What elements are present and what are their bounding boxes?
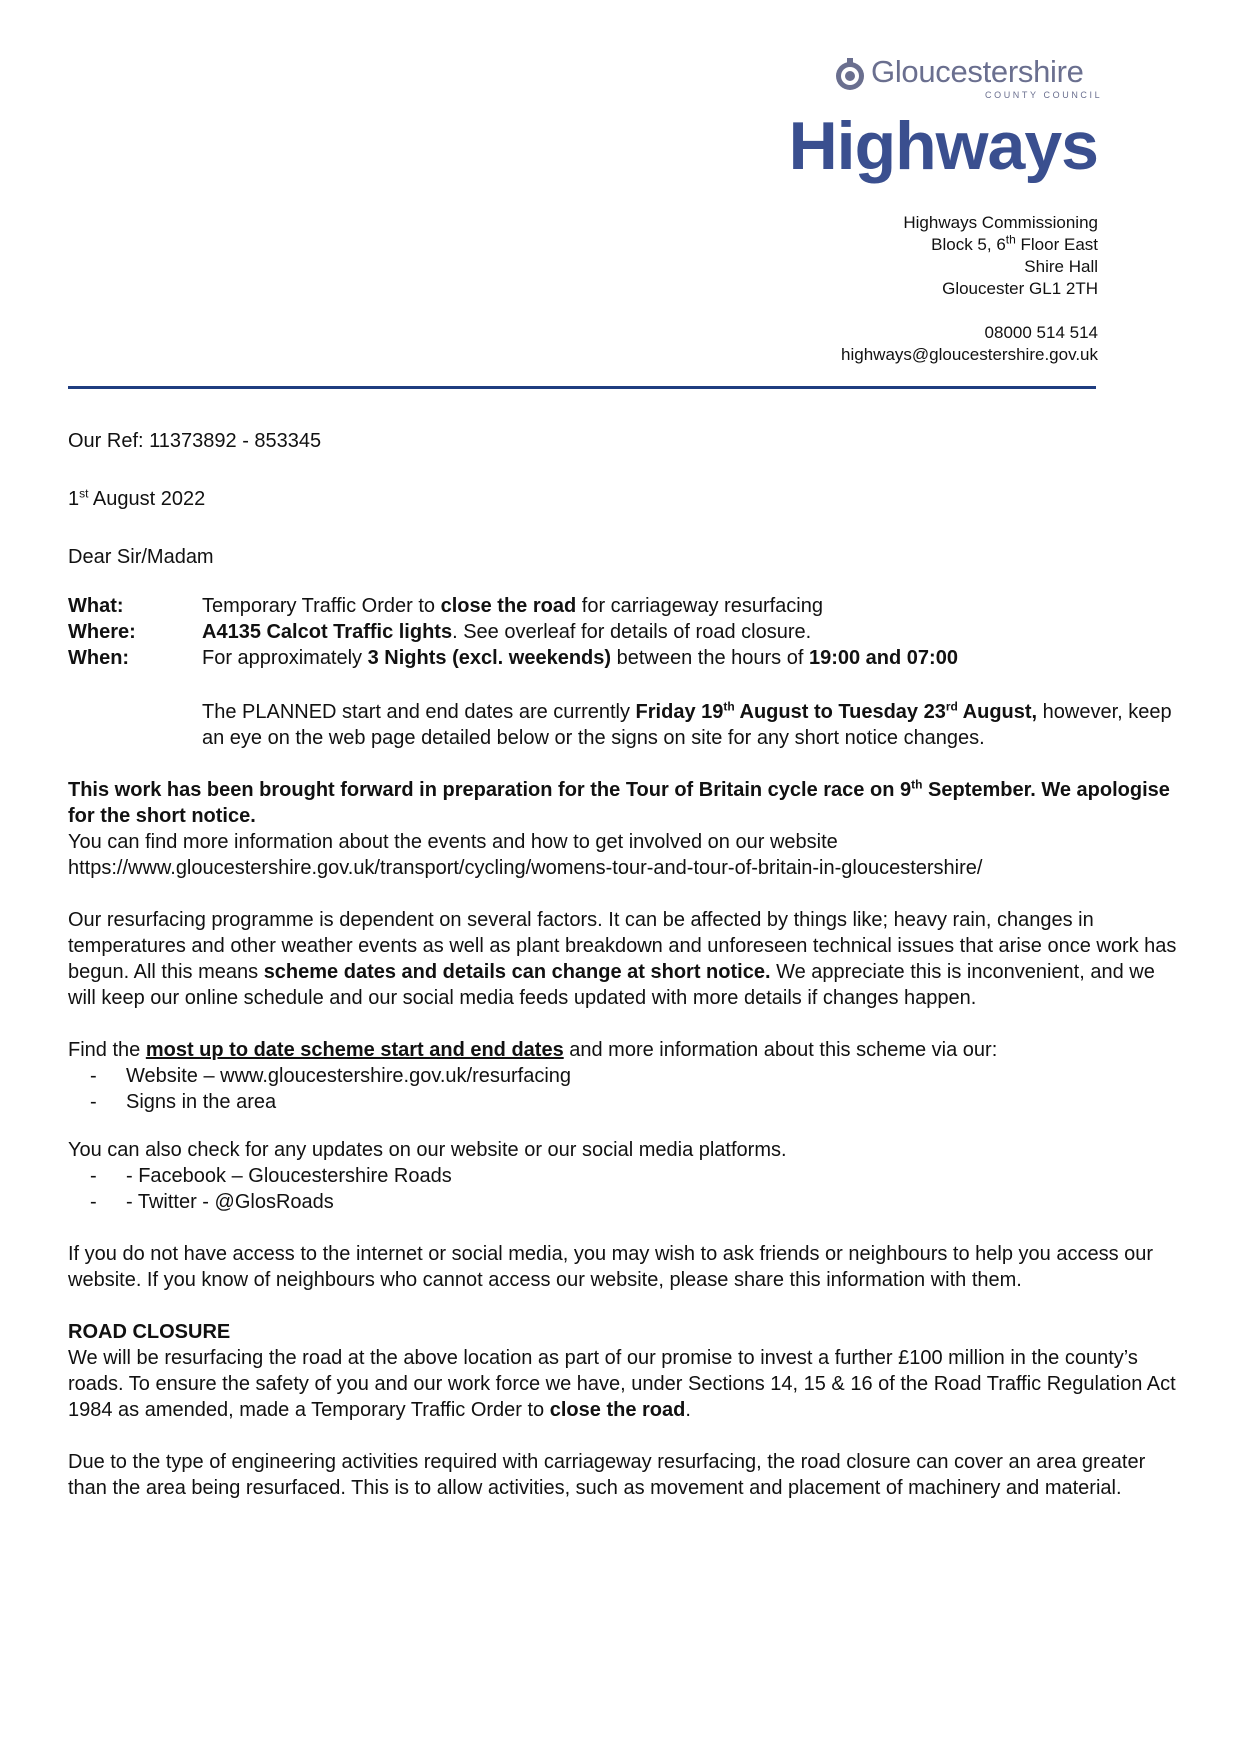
list-item: - Website – www.gloucestershire.gov.uk/resurfacing <box>90 1065 572 1087</box>
find-paragraph: Find the most up to date scheme start and end dates and more information about this scheme via our: <box>68 1039 998 1061</box>
brought-forward-notice: This work has been brought forward in preparation for the Tour of Britain cycle race on 9th September. We apologise for the short notice. <box>68 777 1170 827</box>
department-title: Highways <box>788 108 1098 184</box>
closure-paragraph: We will be resurfacing the road at the above location as part of our promise to invest a further £100 million in the county’s roads. To ensure the safety of you and our work force we have, under Sections 14, 15 & 16 of the Road Traffic Regulation Act 1984 as amended, made a Temporary Traffic Order to close the road. <box>68 1347 1176 1421</box>
address-line: Shire Hall <box>1024 257 1098 276</box>
what-row: What: Temporary Traffic Order to close the road for carriageway resurfacing <box>68 595 823 617</box>
letter-date: 1st August 2022 <box>68 486 206 510</box>
planned-dates: The PLANNED start and end dates are currently Friday 19th August to Tuesday 23rd August, however, keep an eye on the web page detailed below or the signs on site for any short notice changes. <box>202 699 1172 749</box>
social-list <box>68 1163 1178 1215</box>
list-item: - - Facebook – Gloucestershire Roads <box>90 1165 452 1187</box>
council-logo <box>833 52 1103 104</box>
address-line: Highways Commissioning <box>903 213 1098 232</box>
address-line: Block 5, 6th Floor East <box>931 232 1098 254</box>
email-address: highways@gloucestershire.gov.uk <box>841 345 1098 364</box>
access-paragraph: If you do not have access to the internet or social media, you may wish to ask friends or neighbours to help you access our website. If you know of neighbours who cannot access our website, please share this information with them. <box>68 1243 1154 1291</box>
letter-body <box>68 428 1178 1501</box>
when-row: When: For approximately 3 Nights (excl. weekends) between the hours of 19:00 and 07:00 <box>68 647 958 669</box>
closure-heading: ROAD CLOSURE <box>68 1321 231 1343</box>
more-info: You can find more information about the events and how to get involved on our website <box>68 831 838 853</box>
where-row: Where: A4135 Calcot Traffic lights. See overleaf for details of road closure. <box>68 621 812 643</box>
find-list <box>68 1063 1178 1115</box>
phone-number: 08000 514 514 <box>984 323 1098 342</box>
list-item: - - Twitter - @GlosRoads <box>90 1191 334 1213</box>
check-updates: You can also check for any updates on our website or our social media platforms. <box>68 1139 787 1161</box>
summary-block <box>68 593 1178 751</box>
salutation: Dear Sir/Madam <box>68 546 214 568</box>
tour-url-link[interactable]: https://www.gloucestershire.gov.uk/transport/cycling/womens-tour-and-tour-of-britain-in-gloucestershire/ <box>68 857 983 879</box>
address-line: Gloucester GL1 2TH <box>942 279 1098 298</box>
list-item: - Signs in the area <box>90 1091 277 1113</box>
header-divider <box>68 386 1096 389</box>
reference: Our Ref: 11373892 - 853345 <box>68 430 322 452</box>
org-name: Gloucestershire <box>871 54 1084 89</box>
org-subtitle: COUNTY COUNCIL <box>985 90 1103 100</box>
address-block <box>841 212 1098 366</box>
programme-paragraph: Our resurfacing programme is dependent on several factors. It can be affected by things like; heavy rain, changes in temperatures and other weather events as well as plant breakdown and unforeseen technical issues that arise once work has begun. All this means scheme dates and details can change at short notice. We appreciate this is inconvenient, and we will keep our online schedule and our social media feeds updated with more details if changes happen. <box>68 909 1177 1009</box>
engineering-paragraph: Due to the type of engineering activities required with carriageway resurfacing, the road closure can cover an area greater than the area being resurfaced. This is to allow activities, such as movement and placement of machinery and material. <box>68 1451 1146 1499</box>
council-crest-icon <box>833 56 867 96</box>
